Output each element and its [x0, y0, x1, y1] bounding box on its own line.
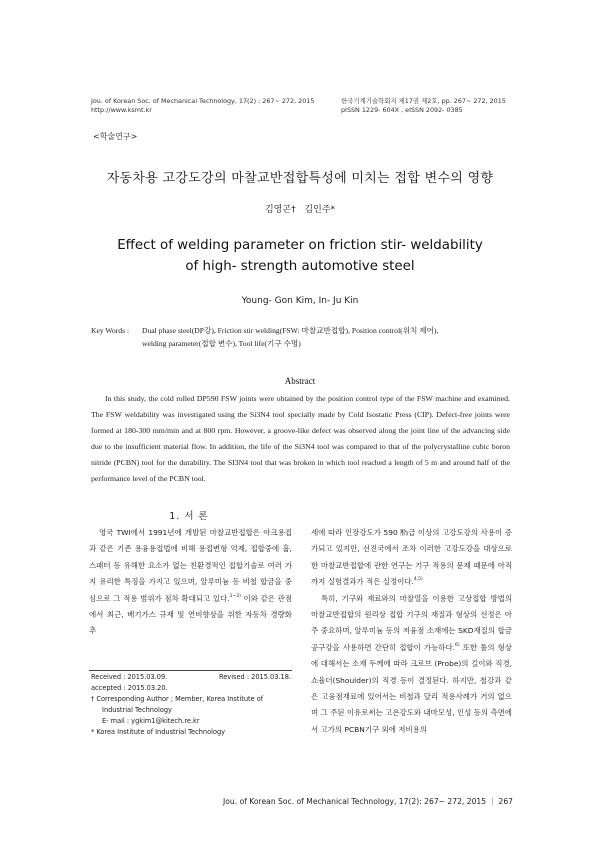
page-title-ko: 자동차용 고강도강의 마찰교반접합특성에 미치는 접합 변수의 영향 [106, 171, 494, 186]
journal-url: http://www.ksmt.kr [91, 106, 152, 114]
author-email: E- mail : ygkim1@kitech.re.kr [102, 717, 200, 725]
left-column-body [89, 525, 292, 640]
abstract-heading: Abstract [284, 376, 316, 386]
citation-ref: 1~3) [229, 593, 241, 599]
keywords-line2: welding parameter(접합 변수), Tool life(기구 수명) [142, 339, 301, 348]
keywords-label: Key Words : [91, 326, 130, 335]
title-en-line2: of high- strength automotive steel [185, 259, 415, 274]
intro-paragraph-2: 특히, 기구와 재료와의 마찰열을 이용한 고상접합 방법의 마찰교반접합의 원리상 접합 기구의 재질과 형상의 선정은 아주 중요하며, 알루미늄 등의 저융점 소재에는 SKD재질의 합금공구강을 사용하면 간단히 접합이 가능하다.$^{6)}$ 또한 툴의 형상에 대해서는 소재 두께에 따라 크로브 (Probe)의 길이와 직경, 쇼율더(Shoulder)의 직경 등이 결정된다. 하지만, 철강과 같은 고융점재료에 있어서는 비철과 달리 적용사례가 거의 없으며 그 주된 이유로써는 고온강도와 내마모성, 인성 등의 측면에서 고가의 PCBN기구 외에 저비용의 [311, 593, 512, 734]
revised-date: Revised : 2015.03.18. [218, 673, 291, 681]
intro-paragraph-1: 영국 TWI에서 1991년에 개발된 마찰교반접합은 아크용접과 같은 기존 용융용접법에 비해 용접변형 억제, 접합중에 흄, 스패터 등 유해한 요소가 없는 친환경적인 접합기술로 여러 가지 유리한 특징을 가지고 있으며, 알루미늄 등 비철 합금을 중심으로 그 적용 범위가 점차 확대되고 있다.$^{1\sim 3)}$ 이와 같은 관점에서 최근, 배기가스 규제 및 연비향상을 위한 자동차 경량화 추 [89, 528, 293, 636]
page-footer: Jou. of Korean Soc. of Mechanical Technology, 17(2): 267~ 272, 2015 ｜ 267 [223, 797, 513, 806]
page-title-en [0, 235, 600, 277]
journal-header-right [341, 97, 506, 115]
accepted-date: accepted : 2015.03.20. [91, 684, 168, 692]
footnote-divider [89, 670, 292, 671]
received-revised-row [91, 672, 291, 683]
abstract-text: In this study, the cold rolled DP590 FSW joints were obtained by the position control type of the FSW machine and examined. The FSW weldability was investigated using the Si3N4 tool specially made by Cold Isostatic Press (CIP). Defect-free joints were formed at 180-300 mm/min and at 800 rpm. However, a groove-like defect was observed along the joint line of the advancing side due to the insufficient material flow. In addition, the life of the Si3N4 tool was compared to that of the polycrystalline cubic boron nitride (PCBN) tool for the durability. The SI3N4 tool that was broken in which tool reached a length of 5 m and around half of the performance level of the PCBN tool. [91, 394, 510, 484]
citation-ref: 6) [455, 642, 460, 648]
received-date: Received : 2015.03.09. [91, 673, 168, 681]
keywords-list [142, 324, 522, 350]
section-heading-introduction: 1. 서 론 [169, 511, 209, 522]
title-en-line1: Effect of welding parameter on friction stir- weldability [117, 238, 483, 253]
author-affiliation: * Korea Institute of Industrial Technology [91, 728, 226, 736]
intro-paragraph-1-continued: 세에 따라 인장강도가 590 ㎫급 이상의 고강도강의 사용이 증가되고 있지만, 선진국에서 조차 이러한 고강도강을 대상으로 한 마찰교반접합에 관한 연구는 기구 적용의 문제 때문에 아직까지 실험결과가 적은 실정이다.$^{4,5)}$ [311, 528, 512, 587]
footnotes [91, 672, 291, 738]
journal-citation-en: Jou. of Korean Soc. of Mechanical Technology, 17(2) : 267~ 272, 2015 [91, 97, 315, 105]
corresponding-author-org: Industrial Technology [102, 706, 172, 714]
journal-citation-ko: 한국기계기술학회지 제17권 제2호, pp. 267~ 272, 2015 [341, 97, 506, 105]
right-column-body [311, 525, 512, 738]
journal-header-left [91, 97, 314, 115]
keywords-line1: Dual phase steel(DP강), Friction stir welding(FSW: 마찰교반접합), Position control(위치 제어), [142, 326, 439, 335]
corresponding-author: † Corresponding Author ; Member, Korea Institute of [91, 695, 264, 703]
journal-issn: pISSN 1229- 604X , eISSN 2092- 0385 [341, 106, 463, 114]
authors-en: Young- Gon Kim, In- Ju Kin [241, 296, 359, 306]
authors-ko: 김영곤† 김인주* [264, 205, 336, 215]
article-category: <학술연구> [93, 132, 138, 141]
citation-ref: 4,5) [413, 577, 423, 583]
